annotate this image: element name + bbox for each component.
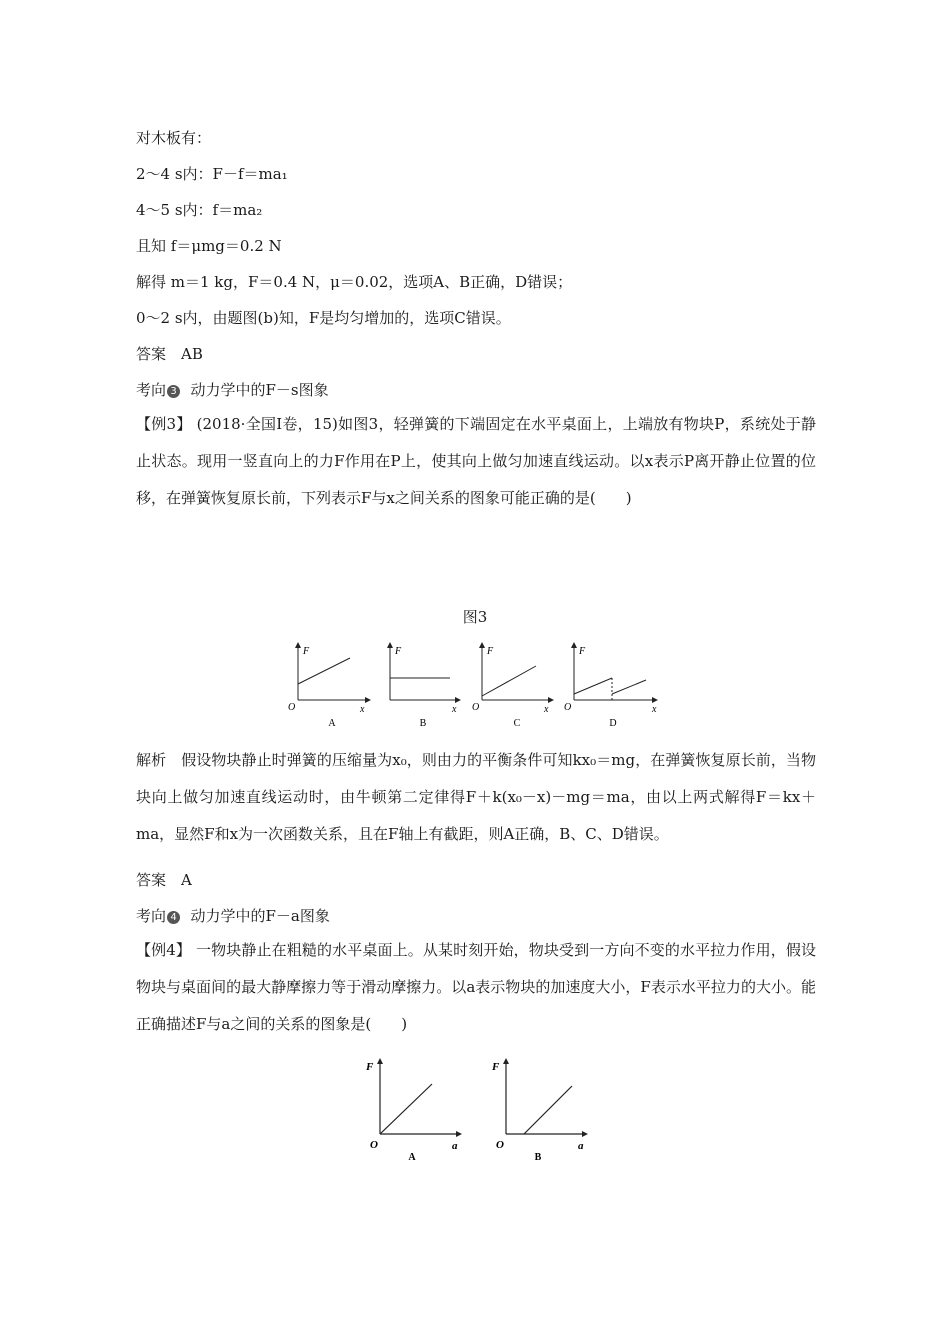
example-4-question: 【例4】 一物块静止在粗糙的水平桌面上。从某时刻开始，物块受到一方向不变的水平拉力作用，假设物块与桌面间的最大静摩擦力等于滑动摩擦力。以a表示物块的加速度大小，F表示水平拉力的大小。能正确描述F与a之间的关系的图象是( ) [136,941,816,1033]
graph-b-y-label: F [395,646,402,657]
graph-a-label: A [328,718,336,729]
graph-4b-line [524,1086,572,1134]
graph-a [288,642,371,729]
graph-4b-origin: O [496,1139,504,1151]
section-title: 动力学中的F－s图象 [190,381,329,399]
graph-c-origin: O [472,702,480,713]
answer-2: 答案 AB [136,345,203,363]
graph-a-line [298,658,350,684]
graph-b [387,642,461,729]
graph-c-line [482,666,536,696]
text-line-3: 4～5 s内：f＝ma₂ [136,201,263,219]
graph-4b-label: B [534,1152,542,1162]
graph-c [472,642,554,729]
figure-caption: 图3 [462,608,488,626]
section-prefix: 考向 [136,381,167,399]
graph-a-y-label: F [303,646,310,657]
circled-number-icon: 4 [167,911,180,924]
text-line-5: 解得 m＝1 kg，F＝0.4 N，μ＝0.02，选项A、B正确，D错误； [136,273,573,291]
text-line-2: 2～4 s内：F－f＝ma₁ [136,165,288,183]
analysis-3: 解析 假设物块静止时弹簧的压缩量为x₀，则由力的平衡条件可知kx₀＝mg，在弹簧恢复原长前，当物块向上做匀加速直线运动时，由牛顿第二定律得F＋k(x₀－x)－mg＝ma，由以上两式解得F＝kx＋ma，显然F和x为一次函数关系，且在F轴上有截距，则A正确，B、C、D错误。 [136,751,816,843]
text-line-1: 对木板有： [136,129,212,147]
graph-d-x-label: x [652,704,657,715]
graph-d-label: D [609,718,617,729]
graph-4a-line [380,1084,432,1134]
graph-d-line-2 [612,680,646,694]
example-3-question: 【例3】 (2018·全国Ⅰ卷，15)如图3，轻弹簧的下端固定在水平桌面上，上端放有物块P，系统处于静止状态。现用一竖直向上的力F作用在P上，使其向上做匀加速直线运动。以x表示P离开静止位置的位移，在弹簧恢复原长前，下列表示F与x之间关系的图象可能正确的是( ) [136,415,816,507]
graph-d-line-1 [574,678,612,694]
graph-4b-x-label: a [578,1140,584,1152]
graph-4a-label: A [408,1152,416,1162]
graph-b-label: B [419,718,427,729]
graph-c-x-label: x [544,704,549,715]
section-title: 动力学中的F－a图象 [190,907,330,925]
graph-4a-origin: O [370,1139,378,1151]
example-4-graphs [360,1052,600,1162]
graph-4b-y-label: F [492,1061,500,1073]
text-line-6: 0～2 s内，由题图(b)知，F是均匀增加的，选项C错误。 [136,309,511,327]
graph-4a-x-label: a [452,1140,458,1152]
section-heading-4 [136,906,330,926]
text-line-4: 且知 f＝μmg＝0.2 N [136,237,282,255]
graph-d-y-label: F [579,646,586,657]
graph-4a [365,1058,462,1162]
graph-a-origin: O [288,702,296,713]
graph-d-origin: O [564,702,572,713]
graph-d [564,642,658,729]
graph-4b [491,1058,588,1162]
answer-3: 答案 A [136,871,192,889]
section-prefix: 考向 [136,907,167,925]
section-heading-3 [136,380,329,400]
circled-number-icon: 3 [167,385,180,398]
graph-c-label: C [513,718,521,729]
graph-4a-y-label: F [366,1061,374,1073]
graph-a-x-label: x [360,704,365,715]
graph-b-x-label: x [452,704,457,715]
example-3-graphs [280,640,680,735]
graph-c-y-label: F [487,646,494,657]
